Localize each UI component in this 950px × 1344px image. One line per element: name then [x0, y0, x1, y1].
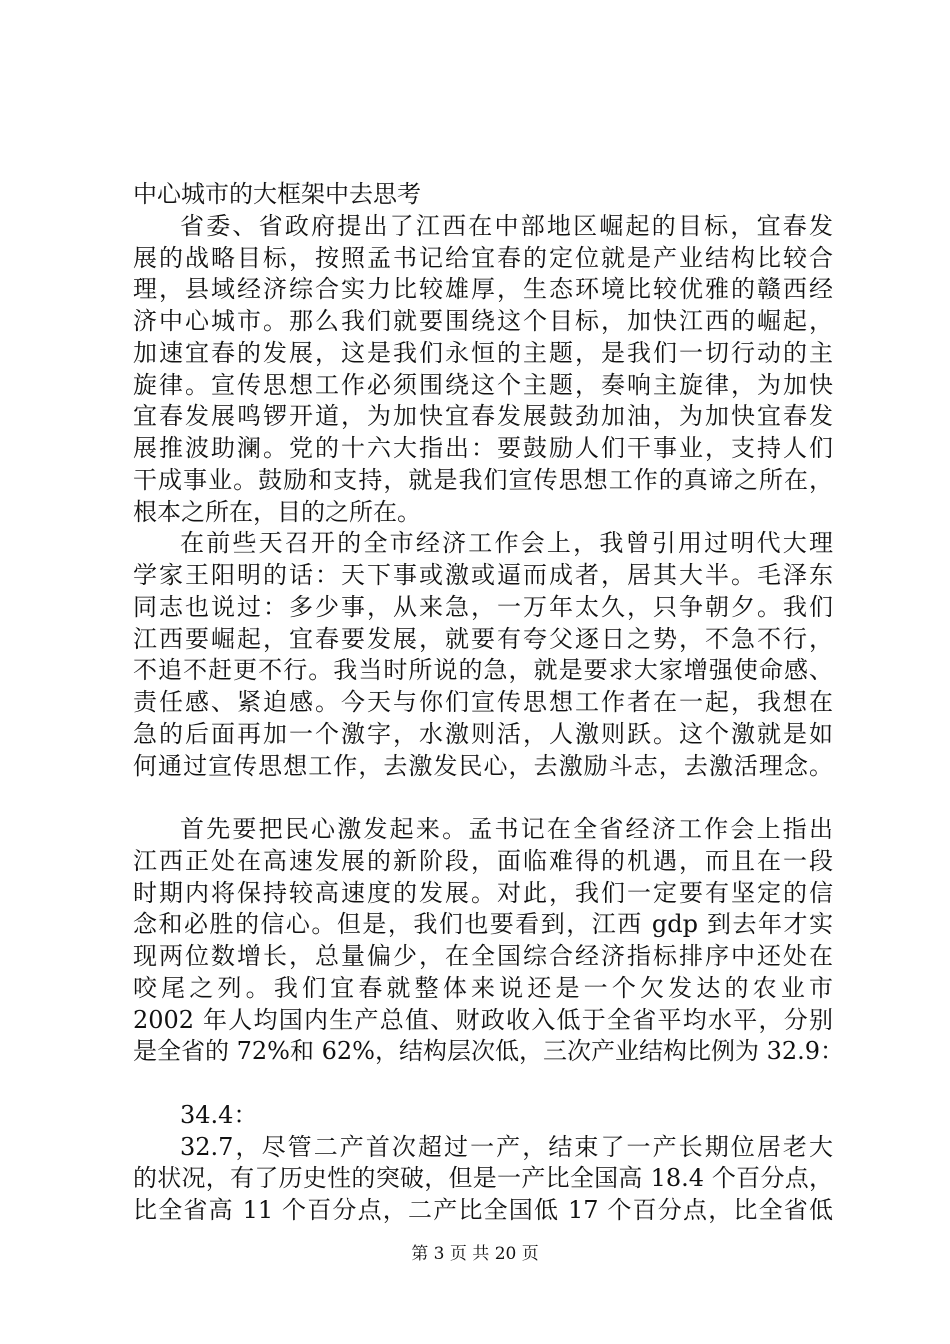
text-line: 急的后面再加一个激字，水激则活，人激则跃。这个激就是如	[133, 720, 833, 748]
text-line: 中心城市的大框架中去思考	[133, 180, 421, 208]
text-line: 同志也说过：多少事，从来急，一万年太久，只争朝夕。我们	[133, 593, 833, 621]
text-line: 加速宜春的发展，这是我们永恒的主题，是我们一切行动的主	[133, 339, 833, 367]
text-line: 责任感、紧迫感。今天与你们宣传思想工作者在一起，我想在	[133, 688, 833, 716]
text-line: 济中心城市。那么我们就要围绕这个目标，加快江西的崛起，	[133, 307, 833, 335]
text-line: 理，县域经济综合实力比较雄厚，生态环境比较优雅的赣西经	[133, 275, 833, 303]
text-line: 的状况，有了历史性的突破，但是一产比全国高 18.4 个百分点，	[133, 1164, 833, 1192]
text-line: 江西正处在高速发展的新阶段，面临难得的机遇，而且在一段	[133, 847, 833, 875]
text-line: 是全省的 72%和 62%，结构层次低，三次产业结构比例为 32.9：	[133, 1037, 845, 1065]
text-line: 念和必胜的信心。但是，我们也要看到，江西 gdp 到去年才实	[133, 910, 833, 938]
text-line: 展推波助澜。党的十六大指出：要鼓励人们干事业，支持人们	[133, 434, 833, 462]
text-line: 比全省高 11 个百分点，二产比全国低 17 个百分点，比全省低	[133, 1196, 833, 1224]
text-line: 旋律。宣传思想工作必须围绕这个主题，奏响主旋律，为加快	[133, 371, 833, 399]
text-line: 何通过宣传思想工作，去激发民心，去激励斗志，去激活理念。	[133, 752, 833, 780]
text-line: 34.4：	[180, 1101, 258, 1129]
paragraph-4-first-line: 32.7，尽管二产首次超过一产，结束了一产长期位居老大	[180, 1133, 833, 1161]
paragraph-2-first-line: 在前些天召开的全市经济工作会上，我曾引用过明代大理	[180, 529, 833, 557]
text-line: 学家王阳明的话：天下事或激或逼而成者，居其大半。毛泽东	[133, 561, 833, 589]
paragraph-3-first-line: 首先要把民心激发起来。孟书记在全省经济工作会上指出	[180, 815, 833, 843]
text-line: 干成事业。鼓励和支持，就是我们宣传思想工作的真谛之所在，	[133, 466, 833, 494]
text-line: 展的战略目标，按照孟书记给宜春的定位就是产业结构比较合	[133, 244, 833, 272]
text-line: 不追不赶更不行。我当时所说的急，就是要求大家增强使命感、	[133, 656, 833, 684]
text-line: 根本之所在，目的之所在。	[133, 498, 421, 526]
text-line: 2002 年人均国内生产总值、财政收入低于全省平均水平，分别	[133, 1006, 833, 1034]
text-line: 江西要崛起，宜春要发展，就要有夸父逐日之势，不急不行，	[133, 625, 833, 653]
text-line: 时期内将保持较高速度的发展。对此，我们一定要有坚定的信	[133, 879, 833, 907]
paragraph-1-first-line: 省委、省政府提出了江西在中部地区崛起的目标，宜春发	[180, 212, 833, 240]
text-line: 宜春发展鸣锣开道，为加快宜春发展鼓劲加油，为加快宜春发	[133, 402, 833, 430]
page-footer: 第 3 页 共 20 页	[411, 1244, 539, 1264]
text-line: 现两位数增长，总量偏少，在全国综合经济指标排序中还处在	[133, 942, 833, 970]
text-line: 咬尾之列。我们宜春就整体来说还是一个欠发达的农业市	[133, 974, 833, 1002]
